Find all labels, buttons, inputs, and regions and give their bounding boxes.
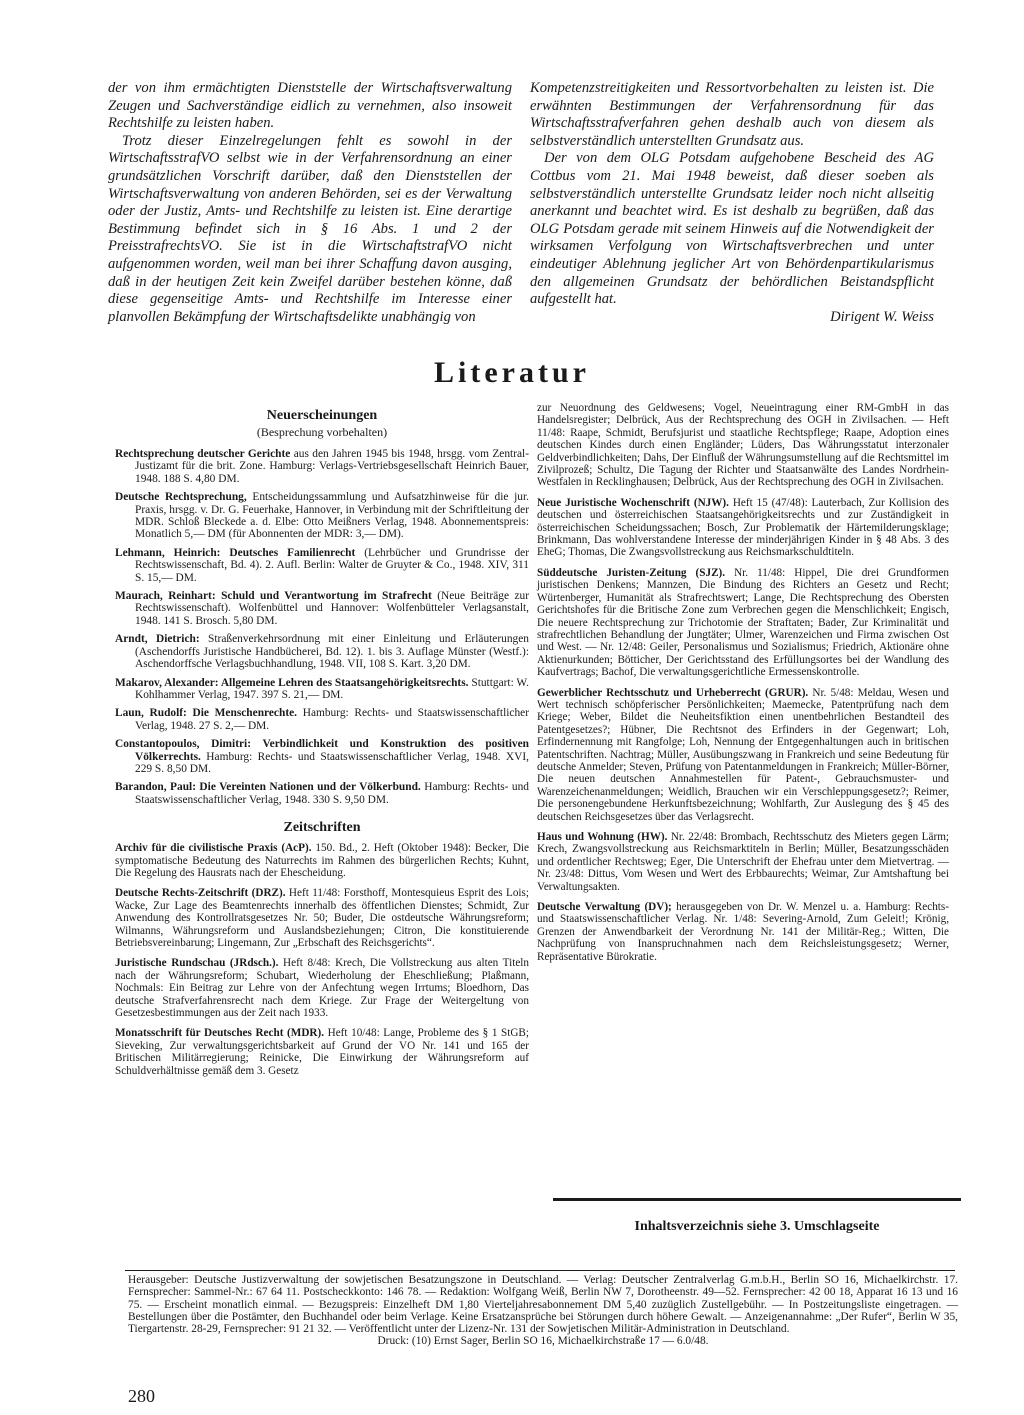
book-entry: Laun, Rudolf: Die Menschenrechte. Hamburg: Rechts- und Staatswissenschaftlicher Verlag, 1948. 27 S. 2,— DM.: [115, 707, 529, 732]
literatur-left-column: [115, 408, 529, 1085]
journal-entry: zur Neuordnung des Geldwesens; Vogel, Neueintragung einer RM-GmbH in das Handelsregister; Delbrück, Aus der Rechtsprechung des OGH in Zivilsachen. — Heft 11/48: Raape, Schmidt, Berufsjurist und staatliche Rechtspflege; Raape, Adoption eines deutschen Kindes durch einen Engländer; Lüders, Das Währungsstatut interzonaler Geldverbindlichkeiten; Dahs, Der Einfluß der Währungsumstellung auf die Rechtsmittel im Zivilprozeß; Schultz, Die Tagung der Richter und Staatsanwälte des Landes Nordrhein-Westfalen in Recklinghausen; Delbrück, Aus der Rechtsprechung des OGH in Zivilsachen.: [537, 402, 949, 489]
book-entry: Lehmann, Heinrich: Deutsches Familienrecht (Lehrbücher und Grundrisse der Rechtswissenschaft, Bd. 4). 2. Aufl. Berlin: Walter de Gruyter & Co., 1948. XIV, 311 S. 15,— DM.: [115, 546, 530, 584]
journal-entry: Monatsschrift für Deutsches Recht (MDR). Heft 10/48: Lange, Probleme des § 1 StGB; Sieveking, Zur verwaltungsgerichtsbarkeit auf Grund der VO Nr. 141 und 165 der Britischen Militärregierung; Reinicke, Die Einwirkung der Währungsreform auf Schuldverhältnisse gemäß dem 3. Gesetz: [115, 1027, 529, 1077]
journal-entry: Archiv für die civilistische Praxis (AcP). 150. Bd., 2. Heft (Oktober 1948): Becker, Die symptomatische Bedeutung des Naturrechts im Rahmen des bürgerlichen Rechts; Kuhnt, Die Regelung des Hausrats nach der Ehescheidung.: [115, 842, 529, 879]
book-entry: Constantopoulos, Dimitri: Verbindlichkeit und Konstruktion des positiven Völkerrechts. Hamburg: Rechts- und Staatswissenschaftlicher Verlag, 1948. XVI, 229 S. 8,50 DM.: [115, 738, 529, 775]
literatur-right-column: [537, 402, 949, 971]
neuerscheinungen-note: (Besprechung vorbehalten): [256, 425, 388, 439]
book-entry: Maurach, Reinhart: Schuld und Verantwortung im Strafrecht (Neue Beiträge zur Rechtswissenschaft). Wolfenbüttel und Hannover: Wolfenbütteler Verlagsanstalt, 1948. 141 S. Brosch. 5,80 DM.: [115, 590, 529, 627]
book-entry: Makarov, Alexander: Allgemeine Lehren des Staatsangehörigkeitsrechts. Stuttgart: W. Kohlhammer Verlag, 1947. 397 S. 21,— DM.: [115, 676, 529, 701]
journal-entry: Juristische Rundschau (JRdsch.). Heft 8/48: Krech, Die Vollstreckung aus alten Titeln nach der Währungsreform; Schubart, Wiederholung der Eheschließung; Plaßmann, Nochmals: Ein Beitrag zur Lehre von der Anfechtung wegen Irrtums; Bloedhorn, Das deutsche Strafverfahrensrecht nach dem Kriege. Zur Frage der Weitergeltung von Gesetzesbestimmungen aus der Zeit nach 1933.: [115, 957, 530, 1020]
article-continuation-left: [108, 80, 512, 326]
imprint-divider: [125, 1270, 955, 1271]
article-paragraph: Kompetenzstreitigkeiten und Ressortvorbehalten zu leisten ist. Die erwähnten Bestimmungen der Verfahrensordnung für das Wirtschaftsstrafverfahren gehen deshalb auch von diesem als selbstverständlich unterstellten Grundsatz aus.: [530, 80, 934, 149]
journal-entry: Neue Juristische Wochenschrift (NJW). Heft 15 (47/48): Lauterbach, Zur Kollision des deutschen und österreichischen Staatsangehörigkeitsrechts und zur Zuständigkeit in österreichischen Scheidungssachen; Bosch, Zur Problematik der Härtemilderungsklage; Brinkmann, Das wohlverstandene Interesse der minderjährigen Kinder in § 48 Abs. 3 des EheG; Thomas, Die Zwangsvollstreckung aus Reichsmarkschuldtiteln.: [537, 496, 949, 559]
book-entry: Rechtsprechung deutscher Gerichte aus den Jahren 1945 bis 1948, hrsgg. vom Zentral-Justizamt für die brit. Zone. Hamburg: Verlags-Vertriebsgesellschaft Heinrich Bauer, 1948. 188 S. 4,80 DM.: [115, 448, 530, 485]
journal-entry: Deutsche Rechts-Zeitschrift (DRZ). Heft 11/48: Forsthoff, Montesquieus Esprit des Lois; Wacke, Zur Lage des Beamtenrechts innerhalb des öffentlichen Dienstes; Schmidt, Zur Anwendung des Kontrollratsgesetzes Nr. 50; Buder, Die ostdeutsche Währungsreform; Wilmanns, Währungsreform und Auslandsbeziehungen; Citron, Die konstituierende Betriebsvereinbarung; Lingemann, Zur „Erbschaft des Reichsgerichts“.: [115, 887, 529, 949]
journal-entry: Deutsche Verwaltung (DV); herausgegeben von Dr. W. Menzel u. a. Hamburg: Rechts- und Staatswissenschaftlicher Verlag. Nr. 1/48: Severing-Arnold, Zum Geleit!; Krönig, Grenzen der Anwendbarkeit der Verordnung Nr. 141 der Militär-Reg.; Witten, Die Nachprüfung von Inanspruchnahmen nach dem Reichsleistungsgesetz; Werner, Repräsentative Bürokratie.: [537, 901, 949, 963]
book-entry: Deutsche Rechtsprechung, Entscheidungssammlung und Aufsatzhinweise für die jur. Praxis, hrsgg. v. Dr. G. Feuerhake, Hannover, in Verbindung mit der Schriftleitung der MDR. Schloß Bleckede a. d. Elbe: Otto Meißners Verlag, 1948. Abonnementspreis: Monatlich 5,— DM (für Abonnenten der MDR: 3,— DM).: [115, 491, 529, 541]
table-of-contents-note: Inhaltsverzeichnis siehe 3. Umschlagseite: [634, 1219, 880, 1234]
imprint: [128, 1274, 958, 1348]
author-signature: Dirigent W. Weiss: [830, 308, 934, 325]
journal-entry: Haus und Wohnung (HW). Nr. 22/48: Brombach, Rechtsschutz des Mieters gegen Lärm; Krech, Zwangsvollstreckung aus Reichsmarktiteln in Berlin; Müller, Besatzungsschäden und ordentlicher Rechtsweg; Eger, Die Unterschrift der Ehefrau unter dem Mietvertrag. — Nr. 23/48: Dittus, Vom Wesen und Wert des Erbbaurechts; Weimar, Zur Amtshaftung bei Verwaltungsakten.: [537, 831, 950, 893]
imprint-printer: Druck: (10) Ernst Sager, Berlin SO 16, Michaelkirchstraße 17 — 6.0/48.: [377, 1335, 709, 1348]
book-entry: Arndt, Dietrich: Straßenverkehrsordnung mit einer Einleitung und Erläuterungen (Aschendorffs Juristische Handbücherei, Bd. 12). 1. bis 3. Auflage Münster (Westf.): Aschendorffsche Verlagsbuchhandlung, 1948. VII, 108 S. Kart. 3,20 DM.: [115, 633, 529, 671]
neuerscheinungen-heading: Neuerscheinungen: [266, 408, 378, 423]
article-paragraph: Der von dem OLG Potsdam aufgehobene Bescheid des AG Cottbus vom 21. Mai 1948 beweist, daß dieser soeben als selbstverständlich unterstellte Grundsatz leider noch nicht allseitig anerkannt und beachtet wird. Es ist deshalb zu begrüßen, daß das OLG Potsdam gerade mit seinem Hinweis auf die Notwendigkeit der wirksamen Verfolgung von Wirtschaftsverbrechen und unter eindeutiger Ablehnung jeglicher Art von Behördenpartikularismus den allgemeinen Grundsatz der behördlichen Beistandspflicht aufgestellt hat.: [530, 150, 934, 308]
book-entry: Barandon, Paul: Die Vereinten Nationen und der Völkerbund. Hamburg: Rechts- und Staatswissenschaftlicher Verlag, 1948. 330 S. 9,50 DM.: [115, 781, 529, 806]
article-continuation-right: [530, 80, 934, 326]
section-title-literatur: Literatur: [434, 356, 590, 389]
journal-entry: Gewerblicher Rechtsschutz und Urheberrecht (GRUR). Nr. 5/48: Meldau, Wesen und Wert technisch schöpferischer Persönlichkeiten; Maemecke, Patentprüfung nach dem Kriege; Weber, Bildet die Neuheitsfiktion einen unentbehrlichen Bestandteil des Patentgesetzes?; Hübner, Die Rechtsnot des Erfinders in der Gegenwart; Loh, Erfindernennung mit Rangfolge; Loh, Nennung der Entgegenhaltungen auch in britischen Patentschriften. Nachtrag; Müller, Ausübungszwang in Frankreich und seine Bedeutung für deutsche Anmelder; Steven, Prüfung von Patentanmeldungen in Frankreich; Müller-Börner, Die neuen deutschen Annahmestellen für Patent-, Gebrauchsmuster- und Warenzeichenanmeldungen; Weidlich, Brauchen wir ein Verschleppungsgesetz?; Reimer, Die personengebundene Herkunftsbezeichnung; Wohlfarth, Zur Auslegung des § 45 des deutschen Reichsgesetzes über das Verlagsrecht.: [537, 686, 949, 823]
article-paragraph: der von ihm ermächtigten Dienststelle der Wirtschaftsverwaltung Zeugen und Sachverständige eidlich zu vernehmen, also insoweit Rechtshilfe zu leisten haben.: [108, 80, 512, 132]
article-paragraph: Trotz dieser Einzelregelungen fehlt es sowohl in der WirtschaftsstrafVO selbst wie in der Verfahrensordnung an einer grundsätzlichen Vorschrift darüber, daß den Dienststellen der Wirtschaftsverwaltung von anderen Behörden, sei es der Verwaltung oder der Justiz, Amts- und Rechtshilfe zu leisten ist. Eine derartige Bestimmung befindet sich in § 16 Abs. 1 und 2 der PreisstrafrechtsVO. Sie ist in die WirtschaftstrafVO nicht aufgenommen worden, weil man bei ihrer Schaffung davon ausging, daß in der heutigen Zeit kein Zweifel darüber bestehen könne, daß diese gegenseitige Amts- und Rechtshilfe im Interesse einer planvollen Bekämpfung der Wirtschaftsdelikte unabhängig von: [108, 132, 512, 325]
imprint-text: Herausgeber: Deutsche Justizverwaltung der sowjetischen Besatzungszone in Deutschland. — Verlag: Deutscher Zentralverlag G.m.b.H., Berlin SO 16, Michaelkirchstr. 17. Fernsprecher: Sammel-Nr.: 67 64 11. Postscheckkonto: 146 78. — Redaktion: Wolfgang Weiß, Berlin NW 7, Dorotheenstr. 49—52. Fernsprecher: 42 00 18, Apparat 16 13 und 16 75. — Erscheint monatlich einmal. — Bezugspreis: Einzelheft DM 1,80 Vierteljahresabonnement DM 5,40 zuzüglich Zustellgebühr. — In Postzeitungsliste eingetragen. — Bestellungen über die Postämter, den Buchhandel oder beim Verlage. Keine Ersatzansprüche bei Störungen durch höhere Gewalt. — Anzeigenannahme: „Der Rufer“, Berlin W 35, Tiergartenstr. 28-29, Fernsprecher: 91 21 32. — Veröffentlicht unter der Lizenz-Nr. 131 der Sowjetischen Militär-Administration in Deutschland.: [128, 1274, 958, 1336]
journal-entry: Süddeutsche Juristen-Zeitung (SJZ). Nr. 11/48: Hippel, Die drei Grundformen juristischen Denkens; Mannzen, Die Bindung des Richters an Gesetz und Recht; Würtenberger, Humanität als Strafrechtswert; Lange, Die Rechtsprechung des Obersten Gerichtshofes für die Britische Zone zum Verbrechen gegen die Menschlichkeit; Engisch, Die neuere Rechtsprechung zur Trichotomie der Straftaten; Bader, Zur Kriminalität und strafrechtlichen Behandlung der Jungtäter; Ulmer, Warenzeichen und Firma zwischen Ost und West. — Nr. 12/48: Geiler, Personalismus und Sozialismus; Friedrich, Aktionäre ohne Aktienurkunden; Bötticher, Der Gerichtsstand des Erfüllungsortes bei der Wandlung des Kaufvertrags; Bachof, Die verwaltungsgerichtliche Ermessenskontrolle.: [537, 566, 950, 679]
divider-rule: [553, 1198, 961, 1201]
zeitschriften-heading: Zeitschriften: [283, 820, 361, 836]
page-number: 280: [128, 1386, 155, 1406]
